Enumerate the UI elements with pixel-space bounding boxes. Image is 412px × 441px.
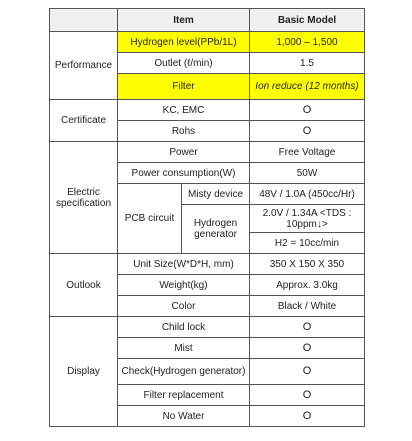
- item-cell: Filter replacement: [118, 385, 250, 406]
- value-cell: 1,000 – 1,500: [250, 32, 365, 53]
- table-row: [50, 142, 365, 163]
- header-row: [50, 9, 365, 32]
- value-cell: Approx. 3.0kg: [250, 275, 365, 296]
- item-cell: Check(Hydrogen generator): [118, 359, 250, 385]
- category-performance: Performance: [50, 32, 118, 100]
- item-cell: Hydrogen generator: [182, 205, 250, 254]
- value-cell: H2 = 10cc/min: [250, 233, 365, 254]
- value-cell: O: [250, 100, 365, 121]
- item-cell: Misty device: [182, 184, 250, 205]
- spec-table: [49, 8, 365, 427]
- item-cell: Outlet (ℓ/min): [118, 53, 250, 74]
- item-cell: No Water: [118, 406, 250, 427]
- item-cell: Weight(kg): [118, 275, 250, 296]
- value-cell: O: [250, 317, 365, 338]
- value-cell: O: [250, 121, 365, 142]
- item-header: Item: [118, 9, 250, 32]
- category-electric: Electric specification: [50, 142, 118, 254]
- item-cell: Color: [118, 296, 250, 317]
- model-header: Basic Model: [250, 9, 365, 32]
- pcb-circuit-cell: PCB circuit: [118, 184, 182, 254]
- value-cell: O: [250, 338, 365, 359]
- item-cell: Filter: [118, 74, 250, 100]
- item-cell: Rohs: [118, 121, 250, 142]
- value-cell: Black / White: [250, 296, 365, 317]
- value-cell: 48V / 1.0A (450cc/Hr): [250, 184, 365, 205]
- value-cell: O: [250, 385, 365, 406]
- value-cell: 50W: [250, 163, 365, 184]
- item-cell: KC, EMC: [118, 100, 250, 121]
- item-cell: Mist: [118, 338, 250, 359]
- value-cell: O: [250, 406, 365, 427]
- table-row: [50, 100, 365, 121]
- item-cell: Unit Size(W*D*H, mm): [118, 254, 250, 275]
- table-row: [50, 317, 365, 338]
- cat-header: [50, 9, 118, 32]
- value-cell: 350 X 150 X 350: [250, 254, 365, 275]
- value-cell: Ion reduce (12 months): [250, 74, 365, 100]
- item-cell: Child lock: [118, 317, 250, 338]
- value-cell: 2.0V / 1.34A <TDS : 10ppm↓>: [250, 205, 365, 233]
- item-cell: Power consumption(W): [118, 163, 250, 184]
- category-certificate: Certificate: [50, 100, 118, 142]
- value-cell: 1.5: [250, 53, 365, 74]
- table-row: [50, 32, 365, 53]
- category-display: Display: [50, 317, 118, 427]
- item-cell: Hydrogen level(PPb/1L): [118, 32, 250, 53]
- value-cell: O: [250, 359, 365, 385]
- value-cell: Free Voltage: [250, 142, 365, 163]
- table-row: [50, 254, 365, 275]
- item-cell: Power: [118, 142, 250, 163]
- category-outlook: Outlook: [50, 254, 118, 317]
